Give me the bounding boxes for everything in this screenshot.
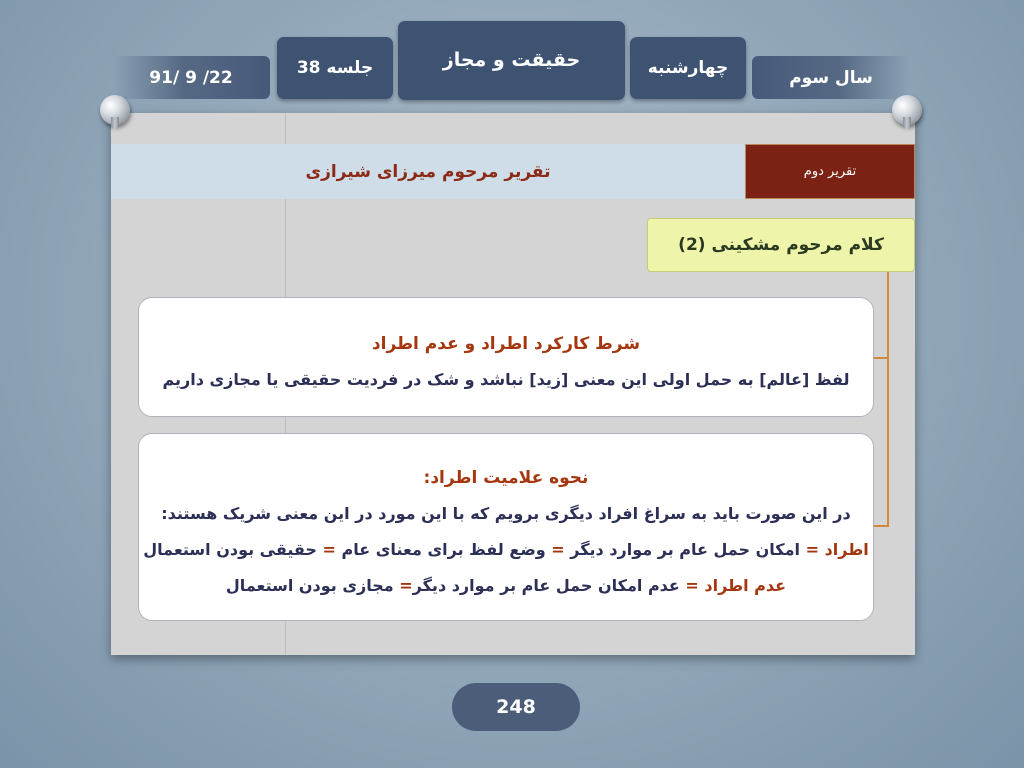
session-tab: جلسه 38 [277, 37, 393, 99]
pin-icon [892, 95, 922, 125]
condition-card [138, 297, 874, 417]
adam-itirad-term: عدم اطراد [704, 576, 787, 595]
sign-card [138, 433, 874, 621]
equals-sign: = [399, 576, 413, 595]
itirad-term: اطراد [824, 540, 869, 559]
day-tab: چهارشنبه [630, 37, 746, 99]
lesson-title-tab: حقیقت و مجاز [398, 21, 625, 100]
itirad-part-1: امکان حمل عام بر موارد دیگر [570, 540, 800, 559]
banner [111, 144, 915, 199]
year-label: سال سوم [752, 56, 910, 99]
connector-branch-1 [874, 357, 889, 359]
condition-text: لفظ [عالم] به حمل اولی این معنی [زید] نباشد و شک در فردیت حقیقی یا مجازی داریم [162, 370, 850, 389]
date-label: 91/ 9 /22 [112, 56, 270, 99]
pin-icon [100, 95, 130, 125]
sign-heading: نحوه علامیت اطراد: [423, 468, 589, 488]
itirad-line [139, 532, 873, 568]
topic-box: کلام مرحوم مشکینی (2) [647, 218, 915, 272]
sign-intro: در این صورت باید به سراغ افراد دیگری برویم که با این مورد در این معنی شریک هستند: [161, 504, 851, 523]
equals-sign: = [685, 576, 699, 595]
equals-sign: = [322, 540, 336, 559]
condition-heading: شرط کارکرد اطراد و عدم اطراد [371, 334, 641, 354]
adam-itirad-line [139, 568, 873, 604]
banner-tag: تقریر دوم [745, 144, 915, 199]
adam-itirad-part-1: عدم امکان حمل عام بر موارد دیگر [412, 576, 680, 595]
equals-sign: = [805, 540, 819, 559]
slide-paper [111, 113, 915, 655]
itirad-part-3: حقیقی بودن استعمال [143, 540, 317, 559]
adam-itirad-part-2: مجازی بودن استعمال [225, 576, 394, 595]
itirad-part-2: وضع لفظ برای معنای عام [341, 540, 546, 559]
equals-sign: = [551, 540, 565, 559]
connector-branch-2 [874, 525, 889, 527]
connector-line [887, 272, 889, 527]
page-number: 248 [452, 683, 580, 731]
banner-title: تقریر مرحوم میرزای شیرازی [305, 161, 551, 182]
